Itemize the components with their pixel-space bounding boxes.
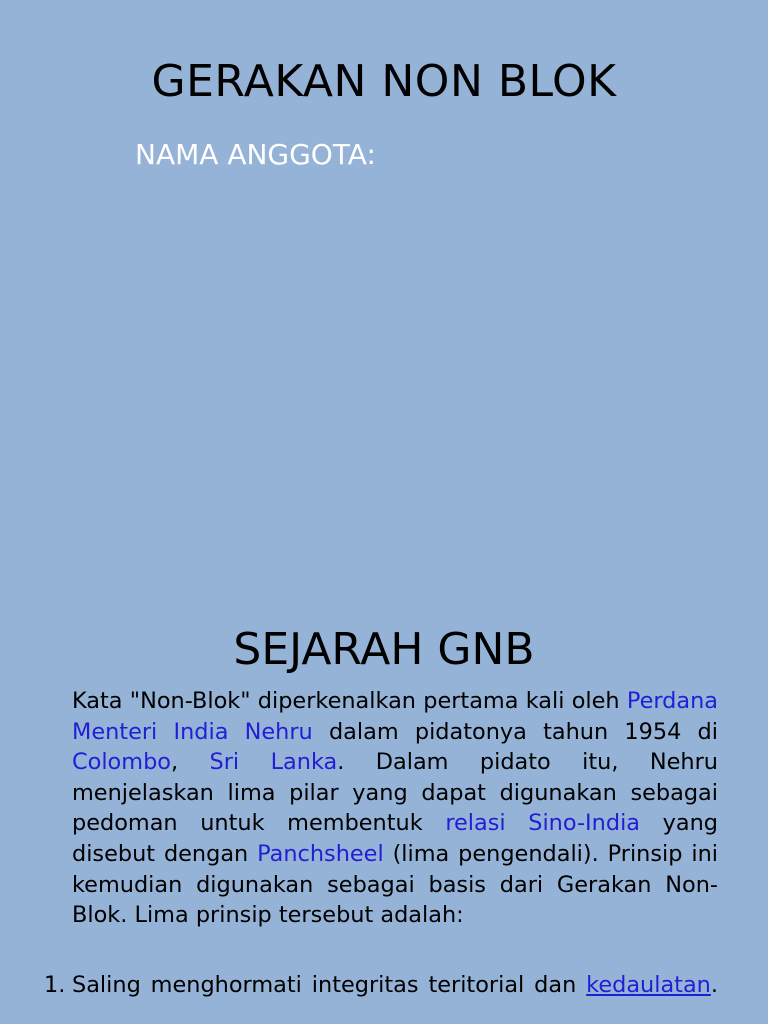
paragraph-text: Kata "Non-Blok" diperkenalkan pertama kali oleh	[72, 688, 627, 714]
slide-1-subtitle: NAMA ANGGOTA:	[135, 138, 376, 171]
link-sri-lanka[interactable]: Sri Lanka	[209, 749, 338, 776]
paragraph-text: ,	[170, 749, 210, 776]
list-item-text	[72, 970, 718, 1001]
list-text: Saling menghormati integritas teritorial dan	[72, 972, 587, 998]
link-kedaulatan[interactable]: kedaulatan	[586, 972, 711, 998]
slide-2-title: SEJARAH GNB	[233, 624, 535, 675]
list-item	[44, 970, 718, 1001]
list-number: 1.	[44, 972, 66, 998]
paragraph-text: . Dalam pidato itu, Nehru menjelaskan lima pilar yang dapat digunakan sebagai pedoman untuk membentuk	[72, 749, 718, 837]
link-perdana-menteri-india[interactable]: Perdana Menteri India	[72, 688, 718, 745]
paragraph-text: yang disebut dengan	[72, 810, 719, 867]
paragraph-text: (lima pengendali). Prinsip ini kemudian digunakan sebagai basis dari Gerakan Non-Blok. Lima prinsip tersebut adalah:	[72, 840, 718, 929]
history-paragraph	[72, 686, 718, 931]
slide-2	[0, 610, 768, 1024]
link-panchsheel[interactable]: Panchsheel	[257, 840, 384, 867]
slide-1-title: GERAKAN NON BLOK	[151, 56, 617, 107]
list-tail: .	[710, 972, 718, 998]
link-nehru[interactable]: Nehru	[244, 718, 313, 745]
paragraph-text: dalam pidatonya tahun 1954 di	[312, 718, 718, 745]
principles-list	[44, 970, 718, 1001]
link-relasi-sino-india[interactable]: relasi Sino-India	[445, 810, 641, 837]
paragraph-space	[228, 719, 244, 745]
link-colombo[interactable]: Colombo	[72, 749, 171, 776]
